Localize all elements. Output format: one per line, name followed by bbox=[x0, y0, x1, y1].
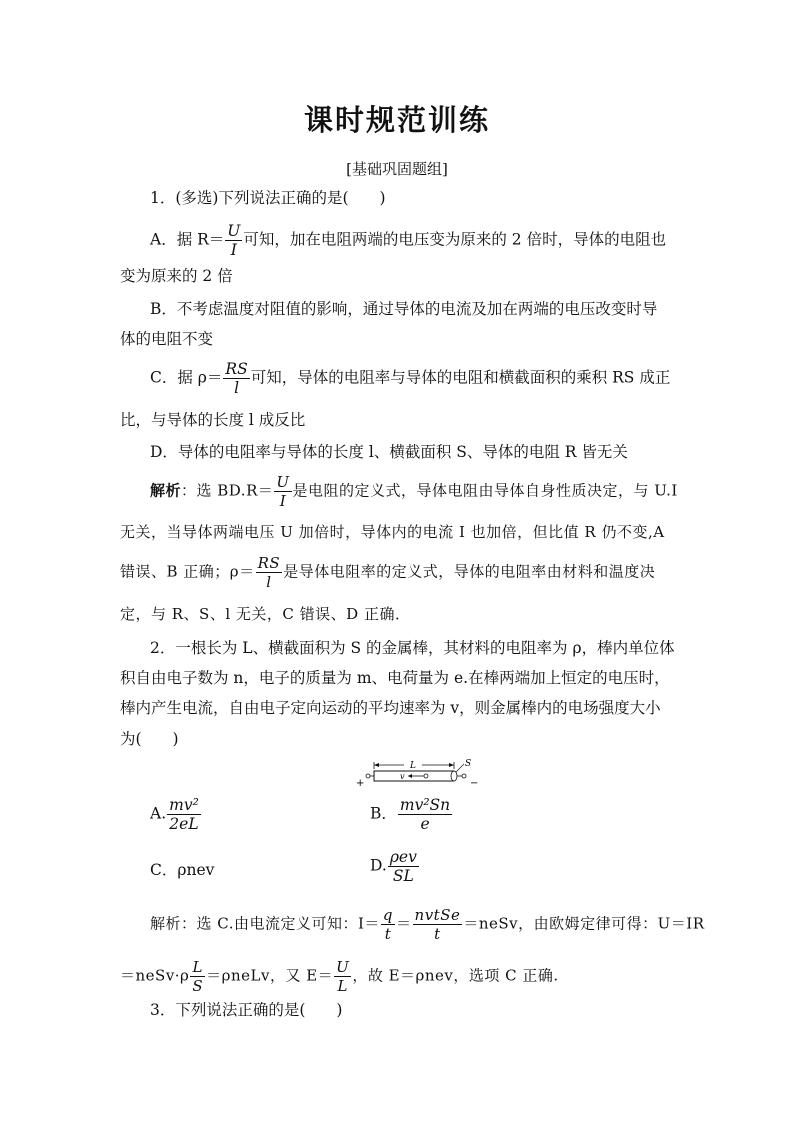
numerator: mv²Sn bbox=[399, 796, 451, 814]
denominator: S bbox=[192, 977, 204, 995]
section-heading: [基础巩固题组] bbox=[346, 160, 448, 178]
solution-label: 解析 bbox=[150, 481, 182, 500]
fraction bbox=[225, 222, 242, 259]
leader-line bbox=[456, 764, 464, 772]
solution-text: 是电阻的定义式，导体电阻由导体自身性质决定，与 U.I bbox=[292, 481, 678, 500]
fraction bbox=[223, 360, 249, 397]
option-letter: D. bbox=[370, 856, 387, 875]
denominator: 2eL bbox=[169, 815, 199, 833]
denominator: l bbox=[266, 573, 272, 591]
q3-stem: 3．下列说法正确的是( ) bbox=[150, 1001, 343, 1019]
denominator: e bbox=[420, 815, 430, 833]
q2-stem-line1: 2．一根长为 L、横截面积为 S 的金属棒，其材料的电阻率为 ρ，棒内单位体 bbox=[150, 639, 675, 657]
denominator: L bbox=[337, 977, 348, 995]
q1-c-prefix: C．据 ρ＝ bbox=[150, 368, 223, 387]
denominator: l bbox=[234, 379, 240, 397]
denominator: I bbox=[279, 492, 287, 510]
option-letter: B． bbox=[370, 804, 397, 823]
q1-solution-line4: 定，与 R、S、l 无关，C 错误、D 正确． bbox=[120, 605, 411, 623]
q1-c-text: 可知，导体的电阻率与导体的电阻和横截面积的乘积 RS 成正 bbox=[250, 368, 671, 387]
numerator: nvtSe bbox=[414, 906, 461, 924]
q2-option-d bbox=[370, 848, 420, 885]
numerator: RS bbox=[225, 360, 248, 378]
page-title: 课时规范训练 bbox=[303, 103, 490, 137]
q1-solution-line1 bbox=[150, 473, 710, 510]
q2-stem-line4: 为( ) bbox=[120, 730, 179, 748]
q1-solution-line2: 无关，当导体两端电压 U 加倍时，导体内的电流 I 也加倍，但比值 R 仍不变,A bbox=[120, 523, 665, 541]
q2-solution-line1 bbox=[150, 906, 710, 943]
rod-end-face bbox=[451, 771, 457, 781]
solution-text: 错误、B 正确；ρ＝ bbox=[120, 562, 255, 581]
q1-option-c-cont: 比，与导体的长度 l 成反比 bbox=[120, 411, 306, 429]
velocity-label: v bbox=[400, 772, 405, 781]
area-label: S bbox=[465, 759, 472, 769]
terminal bbox=[366, 774, 370, 778]
numerator: L bbox=[190, 958, 205, 977]
terminal bbox=[462, 774, 466, 778]
negative-sign: − bbox=[470, 778, 479, 789]
q2-solution-line2 bbox=[120, 958, 680, 995]
solution-text: ＝ bbox=[396, 914, 412, 933]
q1-stem: 1．(多选)下列说法正确的是( ) bbox=[150, 189, 386, 207]
numerator: U bbox=[336, 958, 350, 976]
numerator: U bbox=[276, 473, 290, 491]
denominator: t bbox=[384, 925, 392, 943]
denominator: SL bbox=[392, 867, 414, 885]
solution-text: ：选 BD.R＝ bbox=[181, 481, 274, 500]
numerator: ρev bbox=[389, 848, 417, 866]
q1-option-a bbox=[150, 222, 710, 259]
numerator: U bbox=[227, 222, 241, 240]
fraction bbox=[256, 554, 283, 591]
q1-option-d: D．导体的电阻率与导体的长度 l、横截面积 S、导体的电阻 R 皆无关 bbox=[150, 443, 628, 461]
q2-option-c: C．ρnev bbox=[150, 861, 215, 879]
q1-a-text: 可知，加在电阻两端的电压变为原来的 2 倍时，导体的电阻也 bbox=[243, 230, 667, 249]
arrowhead bbox=[374, 763, 379, 767]
fraction bbox=[398, 796, 452, 833]
option-letter: A. bbox=[150, 804, 167, 823]
solution-text: ，故 E＝ρnev，选项 C 正确. bbox=[352, 966, 559, 985]
fraction bbox=[381, 906, 395, 943]
solution-text: 是导体电阻率的定义式，导体的电阻率由材料和温度决 bbox=[283, 562, 656, 581]
q2-option-a bbox=[150, 796, 202, 833]
fraction bbox=[190, 958, 205, 995]
positive-sign: + bbox=[356, 778, 365, 789]
denominator: t bbox=[434, 925, 441, 943]
q1-option-a-cont: 变为原来的 2 倍 bbox=[120, 267, 233, 285]
fraction bbox=[413, 906, 463, 943]
fraction bbox=[167, 796, 201, 833]
numerator: mv² bbox=[169, 796, 199, 814]
q2-stem-line3: 棒内产生电流，自由电子定向运动的平均速率为 v，则金属棒内的电场强度大小 bbox=[120, 699, 661, 717]
solution-text: 解析：选 C.由电流定义可知：I＝ bbox=[150, 914, 380, 933]
arrowhead bbox=[449, 763, 454, 767]
fraction bbox=[274, 473, 291, 510]
q2-option-b bbox=[370, 796, 453, 833]
q2-stem-line2: 积自由电子数为 n，电子的质量为 m、电荷量为 e.在棒两端加上恒定的电压时， bbox=[120, 669, 670, 687]
q1-option-c bbox=[150, 360, 710, 397]
q1-option-b-cont: 体的电阻不变 bbox=[120, 330, 214, 348]
solution-text: ＝ρneLv，又 E＝ bbox=[206, 966, 334, 985]
metal-rod-figure bbox=[352, 756, 482, 792]
fraction bbox=[388, 848, 419, 885]
q1-option-b: B．不考虑温度对阻值的影响，通过导体的电流及加在两端的电压改变时导 bbox=[150, 300, 658, 318]
numerator: RS bbox=[257, 554, 281, 572]
q1-solution-line3 bbox=[120, 554, 680, 591]
denominator: I bbox=[230, 241, 237, 259]
numerator: q bbox=[382, 906, 394, 924]
length-label: L bbox=[410, 761, 416, 771]
solution-text: ＝neSv，由欧姆定律可得：U＝IR bbox=[463, 914, 705, 933]
fraction bbox=[334, 958, 351, 995]
electron bbox=[424, 774, 428, 778]
solution-text: ＝neSv·ρ bbox=[120, 966, 190, 985]
q1-a-prefix: A．据 R＝ bbox=[150, 230, 225, 249]
